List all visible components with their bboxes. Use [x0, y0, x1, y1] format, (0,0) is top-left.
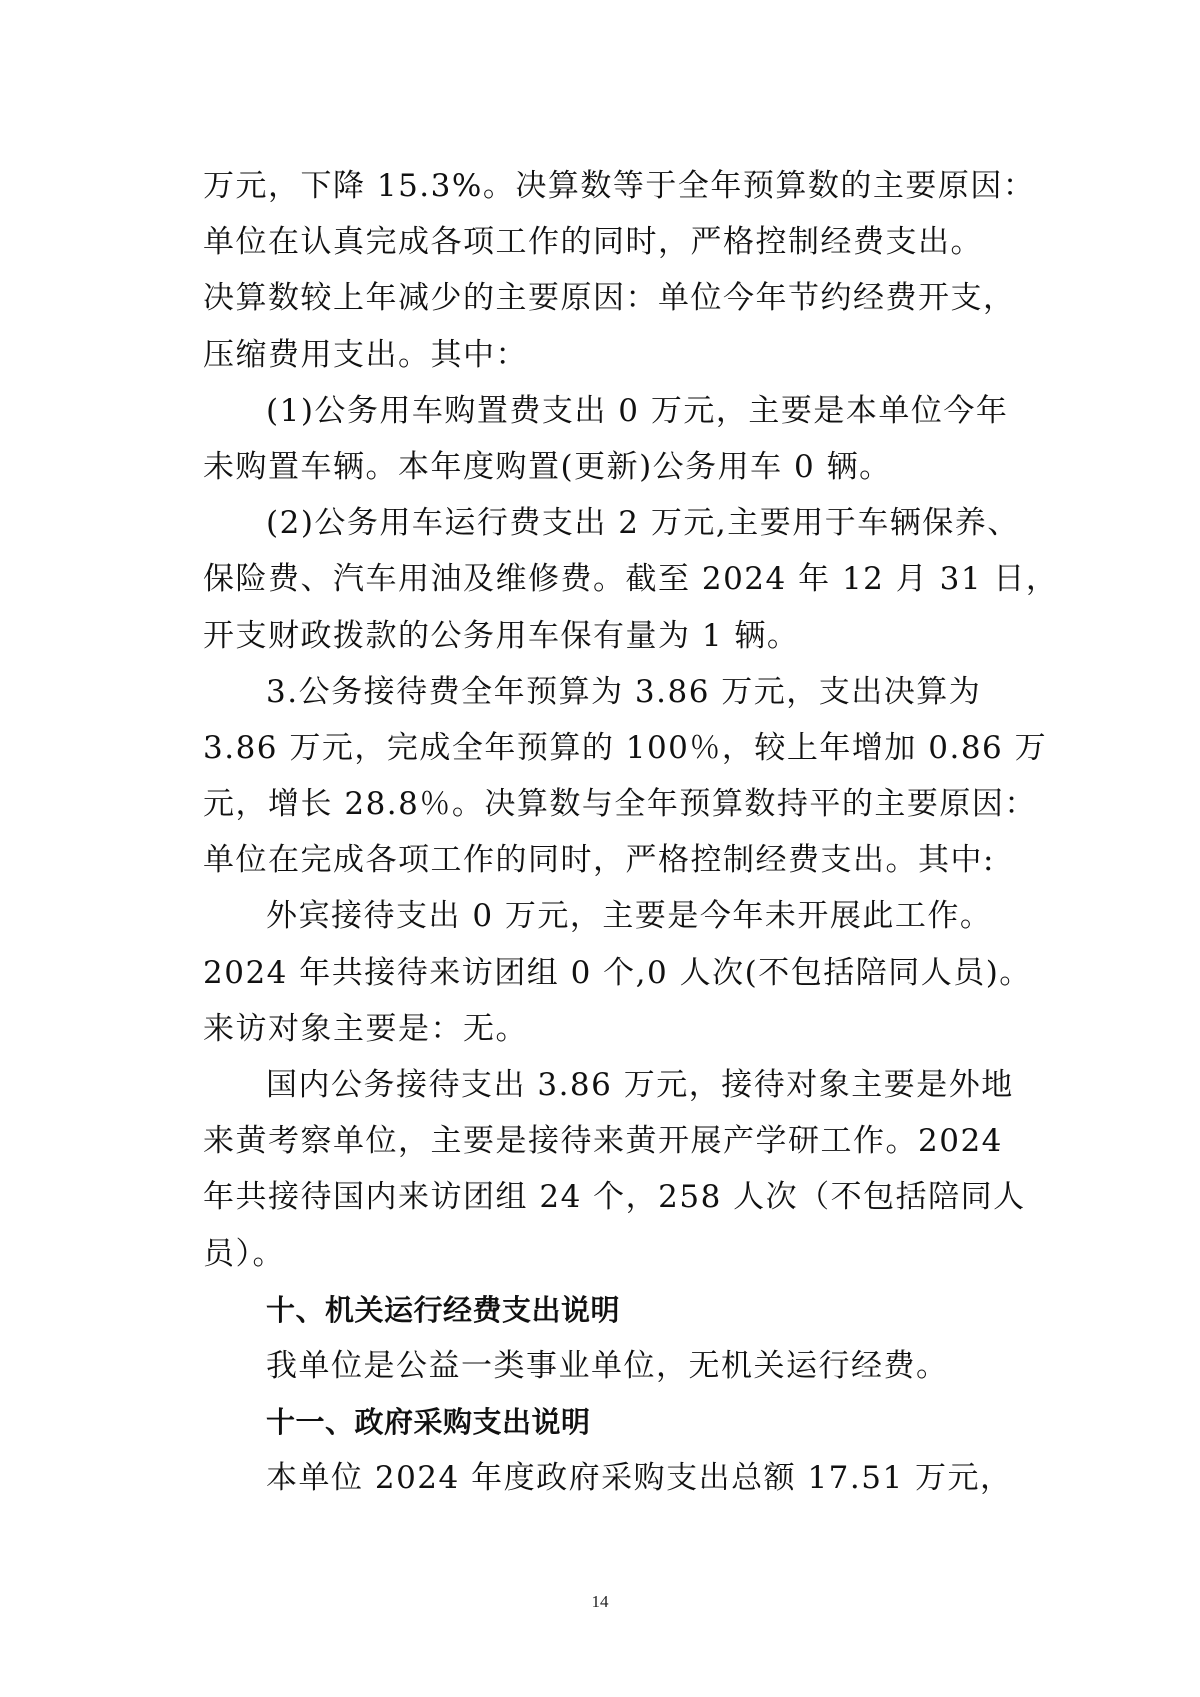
page-number: 14: [591, 1592, 609, 1611]
text-line: 来黄考察单位，主要是接待来黄开展产学研工作。2024: [203, 1123, 1003, 1160]
text-line: 2024 年共接待来访团组 0 个,0 人次(不包括陪同人员)。: [203, 954, 1032, 991]
text-line: (2)公务用车运行费支出 2 万元,主要用于车辆保养、: [266, 505, 1020, 542]
section-heading: 十、机关运行经费支出说明: [266, 1292, 621, 1327]
text-line: 来访对象主要是：无。: [203, 1010, 528, 1047]
text-line: 压缩费用支出。其中：: [203, 336, 528, 373]
text-line: 国内公务接待支出 3.86 万元，接待对象主要是外地: [266, 1067, 1014, 1103]
text-line: 元，增长 28.8％。决算数与全年预算数持平的主要原因：: [203, 786, 1037, 823]
text-line: 外宾接待支出 0 万元，主要是今年未开展此工作。: [266, 898, 993, 935]
text-line: 决算数较上年减少的主要原因：单位今年节约经费开支，: [203, 280, 1016, 317]
text-line: 保险费、汽车用油及维修费。截至 2024 年 12 月 31 日，: [203, 561, 1059, 598]
text-line: 万元，下降 15.3%。决算数等于全年预算数的主要原因：: [203, 168, 1036, 204]
text-line: 开支财政拨款的公务用车保有量为 1 辆。: [203, 617, 800, 654]
text-line: 员）。: [203, 1235, 285, 1272]
text-line: 我单位是公益一类事业单位，无机关运行经费。: [266, 1347, 949, 1384]
text-line: 单位在认真完成各项工作的同时，严格控制经费支出。: [203, 224, 983, 261]
text-line: 未购置车辆。本年度购置(更新)公务用车 0 辆。: [203, 448, 892, 485]
text-line: 本单位 2024 年度政府采购支出总额 17.51 万元，: [266, 1460, 1013, 1497]
text-line: 3.86 万元，完成全年预算的 100％，较上年增加 0.86 万: [203, 729, 1048, 766]
text-line: 年共接待国内来访团组 24 个，258 人次（不包括陪同人: [203, 1179, 1026, 1216]
text-line: 3.公务接待费全年预算为 3.86 万元，支出决算为: [266, 673, 982, 710]
text-line: 单位在完成各项工作的同时，严格控制经费支出。其中:: [203, 842, 995, 879]
section-heading: 十一、政府采购支出说明: [266, 1405, 591, 1440]
body-text: [203, 158, 1059, 1507]
text-line: (1)公务用车购置费支出 0 万元，主要是本单位今年: [266, 392, 1009, 429]
